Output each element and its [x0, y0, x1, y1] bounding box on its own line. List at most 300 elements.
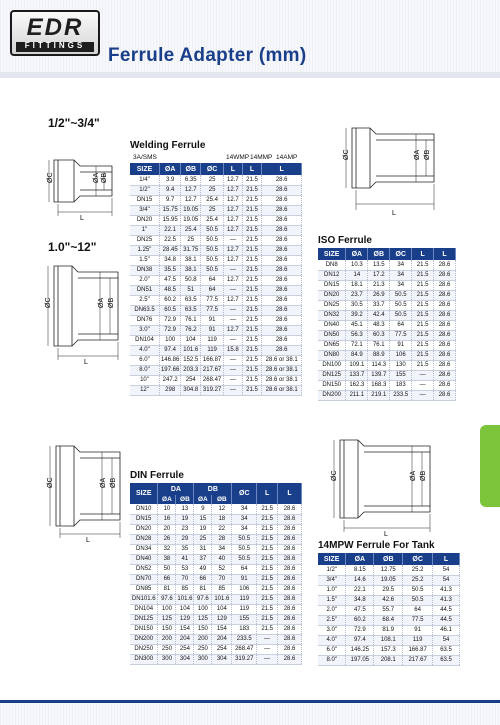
table-cell: 28.6 or 38.1 [262, 365, 302, 375]
dim-c: ØC [47, 172, 54, 183]
table-cell: 8.0" [130, 365, 159, 375]
table-cell: 28.6 [434, 280, 456, 290]
table-cell: 12.7 [224, 275, 243, 285]
table-row [130, 624, 302, 634]
table-cell: DN104 [130, 335, 159, 345]
table-cell: 32 [158, 544, 176, 554]
column-header: ØA [159, 163, 180, 175]
section-label-small: 1/2"~3/4" [48, 116, 100, 130]
dim-a: ØA [414, 149, 421, 160]
table-cell: 2.0" [130, 275, 159, 285]
table-cell: 21.5 [242, 385, 262, 395]
table-cell: 21.5 [412, 320, 434, 330]
table-cell: 150 [194, 624, 212, 634]
table-row [318, 380, 456, 390]
table-cell: 28.6 [262, 195, 302, 205]
table-cell: 100 [194, 604, 212, 614]
table-row [318, 645, 460, 655]
side-tab[interactable] [480, 425, 500, 507]
table-cell: DN50 [318, 330, 346, 340]
drawing-large-ferrule [40, 258, 124, 364]
table-cell: DN100 [318, 360, 346, 370]
column-header: ØA [346, 248, 368, 260]
table-cell: 19.05 [181, 215, 201, 225]
table-cell: 60.2 [346, 615, 374, 625]
table-cell: 85 [212, 584, 232, 594]
table-cell: 28.6 [434, 370, 456, 380]
table-row [130, 205, 302, 215]
column-header: L [262, 163, 302, 175]
dim-a: ØA [100, 477, 107, 488]
table-cell: 38.1 [181, 265, 201, 275]
table-cell: 2.5" [130, 295, 159, 305]
table-cell: 21.5 [257, 504, 278, 514]
table-cell: 34 [232, 504, 257, 514]
table-cell: 44.5 [433, 615, 460, 625]
table-cell: 22.1 [159, 225, 180, 235]
logo-text: EDR [26, 14, 84, 41]
table-cell: 91 [403, 625, 433, 635]
table-row [318, 585, 460, 595]
table-cell: DN150 [318, 380, 346, 390]
logo-subtext: FITTINGS [24, 41, 86, 50]
table-cell: 38.1 [181, 255, 201, 265]
table-cell: 12" [130, 385, 159, 395]
table-row [130, 544, 302, 554]
table-cell: 19.05 [181, 205, 201, 215]
table-cell: 37 [194, 554, 212, 564]
table-cell: 28.6 [278, 594, 302, 604]
table-cell: — [224, 285, 243, 295]
table-cell: DN8 [318, 260, 346, 270]
table-cell: 8.15 [346, 565, 374, 575]
table-cell: 166.87 [403, 645, 433, 655]
column-header: ØC [403, 553, 433, 565]
dim-b: ØB [101, 172, 108, 183]
column-header: L [412, 248, 434, 260]
table-cell: 183 [390, 380, 412, 390]
table-cell: 39.2 [346, 310, 368, 320]
table-cell: 21.5 [257, 534, 278, 544]
dim-a: ØA [93, 172, 100, 183]
table-cell: 28.6 [278, 644, 302, 654]
table-row [130, 335, 302, 345]
column-header: ØB [368, 248, 390, 260]
table-cell: 28.6 [278, 514, 302, 524]
table-row [318, 625, 460, 635]
table-cell: 21.5 [257, 584, 278, 594]
column-header: ØC [201, 163, 224, 175]
table-cell: 50.8 [181, 275, 201, 285]
table-cell: 1/4" [130, 175, 159, 185]
table-cell: 64 [403, 605, 433, 615]
table-cell: DN51 [130, 285, 159, 295]
table-row [318, 575, 460, 585]
table-cell: 14.6 [346, 575, 374, 585]
table-row [318, 605, 460, 615]
table-cell: 52 [212, 564, 232, 574]
table-cell: 9.7 [159, 195, 180, 205]
table-cell: 12.7 [181, 185, 201, 195]
table-cell: 15.95 [159, 215, 180, 225]
table-cell: 108.1 [374, 635, 403, 645]
table-cell: 130 [390, 360, 412, 370]
table-cell: 46.1 [433, 625, 460, 635]
table-cell: 33.7 [368, 300, 390, 310]
table-cell: 50.5 [201, 235, 224, 245]
table-cell: 70 [176, 574, 194, 584]
table-cell: 104 [176, 604, 194, 614]
table-cell: 50.5 [390, 300, 412, 310]
table-cell: 217.67 [201, 365, 224, 375]
table-cell: 28.6 [434, 340, 456, 350]
column-header: ØB [212, 495, 232, 504]
table-cell: DN10 [130, 504, 158, 514]
table-row [130, 365, 302, 375]
table-cell: DN300 [130, 654, 158, 664]
tank-ferrule-table [318, 553, 460, 666]
table-cell: 18 [212, 514, 232, 524]
table-cell: DN70 [130, 574, 158, 584]
table-cell: 21.5 [412, 300, 434, 310]
table-cell: 162.3 [346, 380, 368, 390]
table-cell: 211.1 [346, 390, 368, 400]
table-cell: 157.3 [374, 645, 403, 655]
dim-c: ØC [45, 297, 52, 308]
table-cell: 28.6 or 38.1 [262, 385, 302, 395]
table-cell: 64 [201, 285, 224, 295]
table-cell: 28.6 [262, 295, 302, 305]
table-cell: 106 [390, 350, 412, 360]
table-row [130, 185, 302, 195]
table-cell: DN40 [318, 320, 346, 330]
table-cell: 254 [212, 644, 232, 654]
table-cell: 30.5 [346, 300, 368, 310]
table-row [318, 595, 460, 605]
table-cell: 208.1 [374, 655, 403, 665]
dim-c: ØC [47, 477, 54, 488]
table-cell: 100 [158, 604, 176, 614]
table-cell: 15 [194, 514, 212, 524]
table-cell: 53 [176, 564, 194, 574]
table-cell: 34 [212, 544, 232, 554]
table-cell: 101.6 [212, 594, 232, 604]
table-cell: DN20 [130, 524, 158, 534]
table-cell: 300 [158, 654, 176, 664]
table-cell: 101.6 [177, 596, 193, 602]
table-cell: 41.3 [433, 595, 460, 605]
table-row [130, 654, 302, 664]
table-cell: 97.6 [158, 594, 176, 604]
table-cell: DN28 [130, 534, 158, 544]
table-cell: 12 [212, 504, 232, 514]
column-header: SIZE [318, 248, 346, 260]
welding-pressure-2: 14MMP [250, 154, 273, 161]
drawing-tank-ferrule [318, 432, 450, 536]
table-cell: 233.5 [232, 634, 257, 644]
column-header: L [257, 483, 278, 504]
header-stripe [0, 72, 500, 78]
table-row [130, 644, 302, 654]
table-cell: 125 [158, 614, 176, 624]
footer-band [0, 703, 500, 725]
table-cell: 21.5 [242, 225, 262, 235]
table-cell: 1.0" [318, 585, 346, 595]
table-row [130, 345, 302, 355]
table-cell: — [224, 235, 243, 245]
table-cell: DN200 [318, 390, 346, 400]
table-cell: 28.6 [434, 330, 456, 340]
table-cell: 34 [390, 260, 412, 270]
table-cell: 200 [158, 634, 176, 644]
table-cell: 76.1 [181, 315, 201, 325]
table-row [130, 634, 302, 644]
table-row [130, 325, 302, 335]
table-cell: 28.6 [434, 360, 456, 370]
table-cell: 55.7 [374, 605, 403, 615]
table-cell: 21.5 [242, 315, 262, 325]
table-cell: 13.5 [368, 260, 390, 270]
table-cell: 12.7 [224, 295, 243, 305]
table-row [130, 245, 302, 255]
table-cell: 28.6 [434, 320, 456, 330]
table-cell: 28.6 [278, 554, 302, 564]
table-cell: 25.2 [403, 565, 433, 575]
column-header: ØB [181, 163, 201, 175]
table-row [318, 270, 456, 280]
table-row [130, 514, 302, 524]
table-cell: 66 [194, 574, 212, 584]
table-cell: 3.0" [130, 325, 159, 335]
table-cell: 28.6 [262, 285, 302, 295]
table-cell: 42.6 [374, 595, 403, 605]
table-cell: 1/2" [318, 565, 346, 575]
table-cell: 28.6 [278, 584, 302, 594]
table-cell: 81.9 [374, 625, 403, 635]
table-row [130, 534, 302, 544]
column-header: L [224, 163, 243, 175]
dim-a: ØA [410, 470, 417, 481]
table-cell: 29.5 [374, 585, 403, 595]
table-cell: — [412, 390, 434, 400]
table-cell: 77.5 [201, 295, 224, 305]
dim-l: L [384, 531, 388, 536]
table-cell: 21.5 [257, 544, 278, 554]
table-cell: 63.5 [433, 645, 460, 655]
table-cell: 21.5 [242, 375, 262, 385]
table-cell: 3/4" [130, 205, 159, 215]
table-cell: 12.7 [224, 175, 243, 185]
dim-l: L [86, 537, 90, 542]
table-cell: 28.6 [262, 235, 302, 245]
table-cell: 34 [390, 270, 412, 280]
din-title: DIN Ferrule [130, 470, 184, 481]
table-row [130, 584, 302, 594]
dim-b: ØB [424, 149, 431, 160]
table-cell: 304.8 [181, 385, 201, 395]
table-row [318, 340, 456, 350]
table-cell: 1.5" [130, 255, 159, 265]
table-cell: 28.6 [278, 634, 302, 644]
table-row [318, 565, 460, 575]
table-cell: 77.5 [403, 615, 433, 625]
drawing-din-ferrule [42, 438, 126, 542]
table-cell: 28.6 [278, 604, 302, 614]
table-cell: 49 [194, 564, 212, 574]
table-cell: 6.35 [181, 175, 201, 185]
table-cell: 200 [194, 634, 212, 644]
dim-c: ØC [343, 149, 350, 160]
table-row [318, 290, 456, 300]
dim-l: L [392, 210, 396, 217]
table-cell: 29 [176, 534, 194, 544]
column-header: SIZE [130, 163, 159, 175]
table-cell: 4.0" [318, 635, 346, 645]
column-header: ØA [158, 495, 176, 504]
table-cell: 22.5 [159, 235, 180, 245]
table-cell: 114.3 [368, 360, 390, 370]
table-cell: 48.5 [159, 285, 180, 295]
table-cell: 28.6 [262, 305, 302, 315]
table-cell: 85 [176, 584, 194, 594]
table-cell: 3.0" [318, 625, 346, 635]
table-cell: 2.5" [318, 615, 346, 625]
table-cell: 10" [130, 375, 159, 385]
table-cell: 4.0" [130, 345, 159, 355]
table-cell: 21.5 [412, 340, 434, 350]
table-cell: 8.0" [318, 655, 346, 665]
table-cell: 155 [232, 614, 257, 624]
table-cell: DN200 [130, 634, 158, 644]
column-header: ØA [194, 495, 212, 504]
table-cell: 50.5 [201, 255, 224, 265]
column-group-header: DB [194, 483, 232, 495]
table-cell: 119 [232, 594, 257, 604]
table-cell: 21.5 [412, 280, 434, 290]
table-cell: 21.5 [412, 290, 434, 300]
drawing-small-ferrule [44, 138, 122, 222]
table-cell: 13 [176, 504, 194, 514]
table-cell: 28.6 [262, 185, 302, 195]
table-row [130, 175, 302, 185]
table-cell: 28.6 [278, 614, 302, 624]
table-cell: 204 [176, 634, 194, 644]
table-cell: 25 [201, 205, 224, 215]
table-row [130, 315, 302, 325]
table-cell: — [412, 380, 434, 390]
table-cell: 77.5 [390, 330, 412, 340]
table-cell: 50.5 [390, 290, 412, 300]
table-cell: DN101.6 [130, 594, 158, 604]
table-cell: 21.5 [242, 295, 262, 305]
table-cell: 139.7 [368, 370, 390, 380]
table-row [130, 504, 302, 514]
table-cell: DN250 [130, 644, 158, 654]
table-row [130, 225, 302, 235]
table-cell: 197.05 [346, 655, 374, 665]
table-cell: 304 [176, 654, 194, 664]
table-cell: 28.6 [434, 380, 456, 390]
table-cell: 25 [194, 534, 212, 544]
table-row [130, 564, 302, 574]
table-cell: 119 [232, 604, 257, 614]
table-cell: 28.6 [262, 175, 302, 185]
table-cell: 31.75 [181, 245, 201, 255]
column-header: ØC [232, 483, 257, 504]
table-cell: 34 [390, 280, 412, 290]
table-cell: 247.2 [159, 375, 180, 385]
table-row [318, 615, 460, 625]
table-cell: DN76 [130, 315, 159, 325]
table-cell: 21.5 [242, 175, 262, 185]
table-cell: 25 [181, 235, 201, 245]
welding-pressure-3: 14AMP [276, 154, 298, 161]
table-cell: — [224, 385, 243, 395]
table-cell: 19.05 [374, 575, 403, 585]
table-cell: 304 [212, 654, 232, 664]
iso-ferrule-table [318, 248, 456, 401]
table-cell: 91 [201, 325, 224, 335]
table-cell: 47.5 [159, 275, 180, 285]
column-header: L [278, 483, 302, 504]
table-cell: 10 [158, 504, 176, 514]
table-cell: 319.27 [201, 385, 224, 395]
table-cell: 28.6 [262, 315, 302, 325]
table-cell: 133.7 [346, 370, 368, 380]
table-cell: 125 [194, 614, 212, 624]
table-cell: 28 [212, 534, 232, 544]
table-cell: 16 [158, 514, 176, 524]
page-title: Ferrule Adapter (mm) [108, 45, 307, 66]
table-cell: 70 [212, 574, 232, 584]
table-cell: 21.5 [242, 335, 262, 345]
table-cell: 250 [158, 644, 176, 654]
table-cell: 56.3 [346, 330, 368, 340]
table-cell: — [224, 365, 243, 375]
table-cell: 28.6 [262, 275, 302, 285]
table-cell: 54 [433, 575, 460, 585]
table-cell: 21.5 [242, 325, 262, 335]
table-cell: 23 [176, 524, 194, 534]
table-cell: 40 [212, 554, 232, 564]
table-cell: 28.6 [434, 300, 456, 310]
table-cell: DN15 [130, 195, 159, 205]
table-cell: DN85 [130, 584, 158, 594]
table-row [130, 524, 302, 534]
table-cell: 183 [232, 624, 257, 634]
table-cell: 21.5 [242, 215, 262, 225]
table-cell: DN20 [130, 215, 159, 225]
table-cell: 28.6 [278, 624, 302, 634]
table-row [318, 350, 456, 360]
table-cell: 44.5 [433, 605, 460, 615]
table-cell: 28.6 [434, 290, 456, 300]
table-cell: 250 [194, 644, 212, 654]
table-cell: 28.6 or 38.1 [262, 355, 302, 365]
table-cell: 97.4 [159, 345, 180, 355]
table-cell: 12.7 [224, 225, 243, 235]
table-cell: 268.47 [201, 375, 224, 385]
dim-l: L [80, 215, 84, 222]
table-cell: DN52 [130, 564, 158, 574]
table-cell: 38 [158, 554, 176, 564]
table-cell: 15.75 [159, 205, 180, 215]
tank-title: 14MPW Ferrule For Tank [318, 540, 435, 551]
table-cell: — [224, 305, 243, 315]
table-cell: 31 [194, 544, 212, 554]
table-cell: 28.6 or 38.1 [262, 375, 302, 385]
table-row [130, 604, 302, 614]
